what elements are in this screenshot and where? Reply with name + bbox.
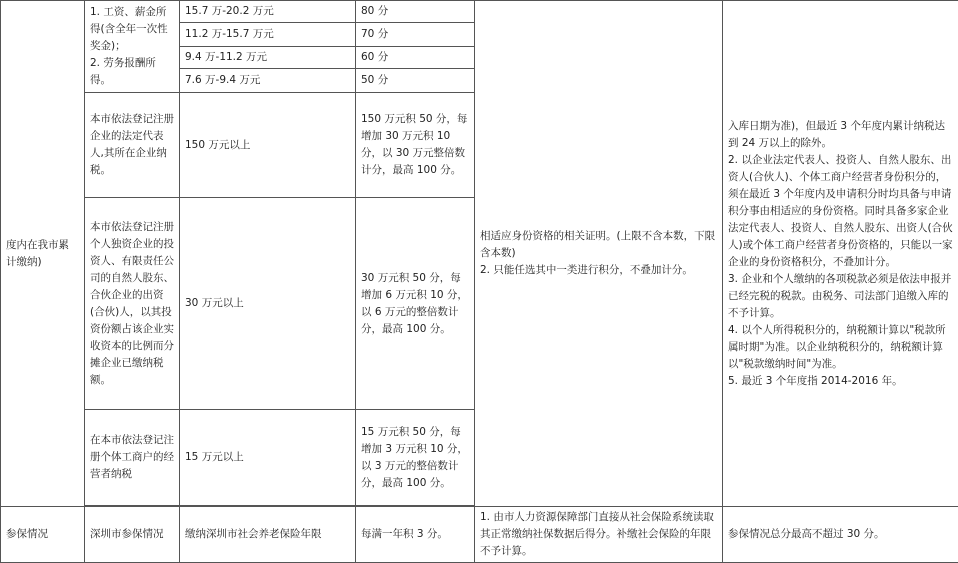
notes-text: 入库日期为准)，但最近 3 个年度内累计纳税达到 24 万以上的除外。 2. 以企业法定代表人、投资人、自然人股东、出资人(合伙人)、个体工商户经营者身份积分的，须在最近 3 个年度内及申请积分时均具备与申请积分事由相适应的身份资格。同时具备多家企业法定代表人、投资人、自然人股东、出资人(合伙人)或个体工商户经营者身份资格的，只能以一家企业的身份资格积分，不叠加计分。 3. 企业和个人缴纳的各项税款必须是依法申报并已经完税的税款。由税务、司法部门追缴入库的不予计算。 4. 以个人所得税积分的，纳税额计算以"税款所属时期"为准。以企业纳税积分的，纳税额计算以"税款缴纳时间"为准。 5. 最近 3 个年度指 2014-2016 年。 [728, 120, 953, 387]
tier-range-cell: 9.4 万-11.2 万元 [180, 47, 356, 69]
tier-score-cell: 50 分 [356, 69, 475, 93]
category-cell-insurance: 参保情况 [1, 507, 85, 563]
threshold-cell: 150 万元以上 [180, 93, 356, 198]
subcategory-income-text: 1. 工资、薪金所得(含全年一次性奖金)； 2. 劳务报酬所得。 [90, 6, 168, 86]
material-text: 相适应身份资格的相关证明。(上限不含本数，下限含本数) 2. 只能任选其中一类进行积分，不叠加计分。 [480, 230, 715, 276]
notes-cell-insurance: 参保情况总分最高不超过 30 分。 [723, 507, 958, 563]
subcategory-cell-income [85, 1, 180, 93]
material-cell-insurance: 1. 由市人力资源保障部门直接从社会保险系统读取其正常缴纳社保数据后得分。补缴社会保险的年限不予计算。 [475, 507, 723, 563]
subcategory-cell-legal-rep: 本市依法登记注册企业的法定代表人,其所在企业纳税。 [85, 93, 180, 198]
score-rule-cell: 每满一年积 3 分。 [356, 507, 475, 563]
subcategory-cell-insurance: 深圳市参保情况 [85, 507, 180, 563]
tier-range-cell: 15.7 万-20.2 万元 [180, 1, 356, 23]
tier-score-cell: 80 分 [356, 1, 475, 23]
score-rule-cell: 15 万元积 50 分，每增加 3 万元积 10 分，以 3 万元的整倍数计分，最高 100 分。 [356, 410, 475, 506]
threshold-cell: 15 万元以上 [180, 410, 356, 506]
table-row [1, 507, 958, 563]
tier-score-cell: 70 分 [356, 23, 475, 47]
tier-range-cell: 11.2 万-15.7 万元 [180, 23, 356, 47]
tier-score-cell: 60 分 [356, 47, 475, 69]
threshold-cell: 30 万元以上 [180, 198, 356, 410]
threshold-cell: 缴纳深圳市社会养老保险年限 [180, 507, 356, 563]
score-rule-cell: 30 万元积 50 分，每增加 6 万元积 10 分，以 6 万元的整倍数计分，最高 100 分。 [356, 198, 475, 410]
score-rule-cell: 150 万元积 50 分，每增加 30 万元积 10 分，以 30 万元整倍数计分，最高 100 分。 [356, 93, 475, 198]
table-row [1, 1, 958, 23]
subcategory-cell-investor: 本市依法登记注册个人独资企业的投资人、有限责任公司的自然人股东、合伙企业的出资(合伙)人，以其投资份额占该企业实收资本的比例而分摊企业已缴纳税额。 [85, 198, 180, 410]
notes-cell [723, 1, 958, 507]
material-cell [475, 1, 723, 507]
category-cell-tax: 度内在我市累计缴纳) [1, 1, 85, 507]
tier-range-cell: 7.6 万-9.4 万元 [180, 69, 356, 93]
subcategory-cell-sole-trader: 在本市依法登记注册个体工商户的经营者纳税 [85, 410, 180, 506]
